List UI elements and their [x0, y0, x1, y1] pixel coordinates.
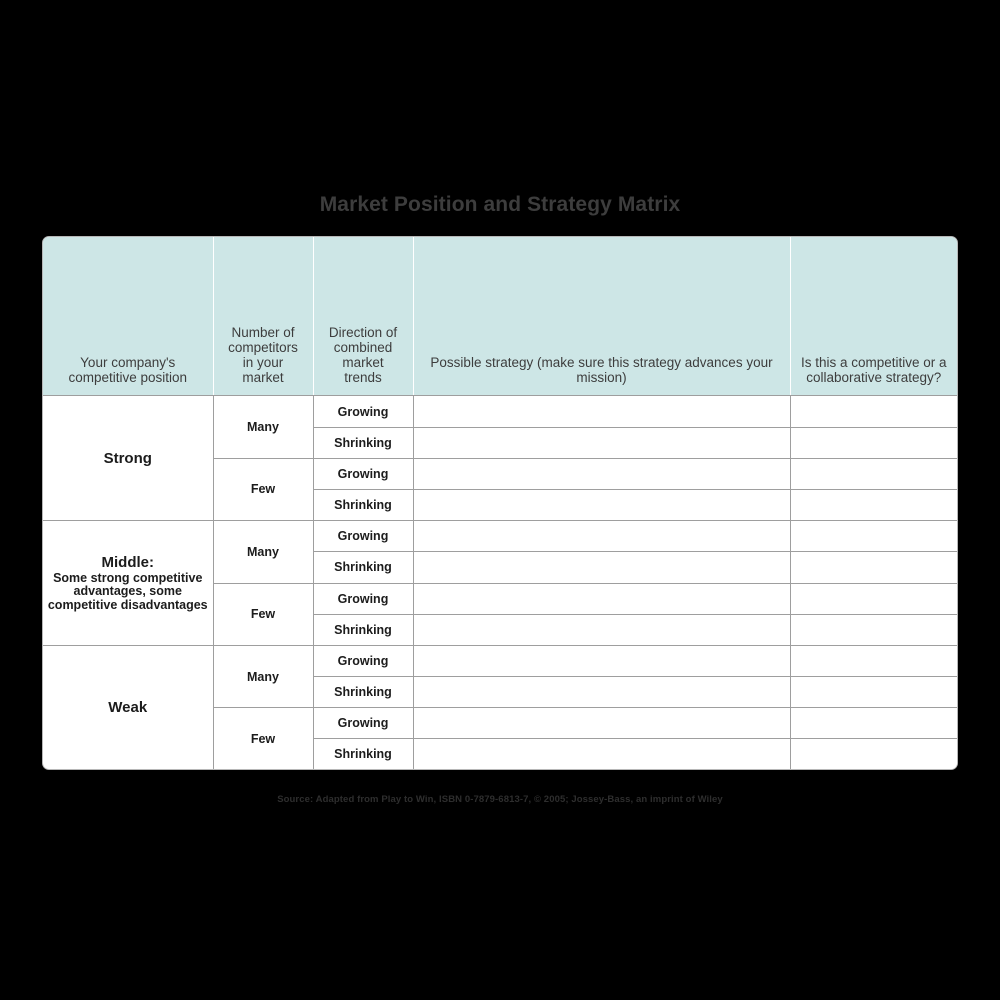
position-label-sub: Some strong competitive advantages, some competitive disadvantages [47, 570, 208, 612]
column-header-count-line4: market [242, 370, 284, 386]
direction-cell-growing: Growing [313, 645, 413, 676]
page-title: Market Position and Strategy Matrix [319, 193, 681, 216]
strategy-type-entry-cell[interactable] [790, 521, 957, 552]
position-label-main: Strong [103, 449, 152, 467]
strategy-type-entry-cell[interactable] [790, 739, 957, 769]
column-header-market-direction [313, 237, 413, 396]
count-cell-few: Few [213, 458, 313, 520]
column-header-count-line2: competitors [228, 340, 298, 356]
strategy-type-entry-cell[interactable] [790, 614, 957, 645]
direction-cell-shrinking: Shrinking [313, 739, 413, 769]
position-cell-strong [43, 396, 213, 521]
position-cell-weak [43, 645, 213, 769]
direction-cell-growing: Growing [313, 521, 413, 552]
strategy-type-entry-cell[interactable] [790, 458, 957, 489]
strategy-entry-cell[interactable] [413, 552, 790, 583]
strategy-type-entry-cell[interactable] [790, 677, 957, 708]
count-cell-few: Few [213, 708, 313, 769]
table-header-row [43, 237, 957, 396]
column-header-direction-line2: combined [333, 340, 393, 356]
table-row [43, 521, 957, 552]
count-cell-many: Many [213, 645, 313, 707]
count-cell-many: Many [213, 396, 313, 458]
direction-cell-growing: Growing [313, 708, 413, 739]
strategy-entry-cell[interactable] [413, 458, 790, 489]
strategy-entry-cell[interactable] [413, 521, 790, 552]
direction-cell-shrinking: Shrinking [313, 614, 413, 645]
strategy-entry-cell[interactable] [413, 614, 790, 645]
position-cell-middle [43, 521, 213, 646]
direction-cell-shrinking: Shrinking [313, 677, 413, 708]
column-header-position-line2: competitive position [68, 370, 188, 386]
source-attribution: Source: Adapted from Play to Win, ISBN 0-7879-6813-7, © 2005; Jossey-Bass, an imprint of Wiley [277, 794, 723, 805]
table-row [43, 645, 957, 676]
strategy-type-entry-cell[interactable] [790, 552, 957, 583]
strategy-type-entry-cell[interactable] [790, 645, 957, 676]
direction-cell-shrinking: Shrinking [313, 427, 413, 458]
direction-cell-growing: Growing [313, 583, 413, 614]
count-cell-few: Few [213, 583, 313, 645]
strategy-entry-cell[interactable] [413, 708, 790, 739]
position-label-main: Weak [108, 698, 148, 716]
position-label-main: Middle: [101, 553, 154, 571]
strategy-entry-cell[interactable] [413, 583, 790, 614]
direction-cell-growing: Growing [313, 458, 413, 489]
strategy-entry-cell[interactable] [413, 677, 790, 708]
strategy-type-entry-cell[interactable] [790, 583, 957, 614]
strategy-type-entry-cell[interactable] [790, 489, 957, 520]
strategy-entry-cell[interactable] [413, 396, 790, 427]
direction-cell-shrinking: Shrinking [313, 552, 413, 583]
column-header-count-line3: in your [242, 355, 284, 371]
strategy-type-entry-cell[interactable] [790, 396, 957, 427]
column-header-count-line1: Number of [231, 325, 295, 341]
column-header-possible-strategy: Possible strategy (make sure this strategy advances your mission) [413, 237, 790, 396]
column-header-competitor-count [213, 237, 313, 396]
matrix-grid [43, 237, 957, 769]
direction-cell-shrinking: Shrinking [313, 489, 413, 520]
column-header-direction-line1: Direction of [328, 325, 398, 341]
strategy-entry-cell[interactable] [413, 645, 790, 676]
column-header-strategy-type: Is this a competitive or a collaborative strategy? [790, 237, 957, 396]
strategy-entry-cell[interactable] [413, 739, 790, 769]
strategy-matrix-table [42, 236, 958, 770]
column-header-direction-line3: market [342, 355, 384, 371]
strategy-type-entry-cell[interactable] [790, 708, 957, 739]
column-header-position-line1: Your company's [80, 355, 176, 371]
strategy-type-entry-cell[interactable] [790, 427, 957, 458]
strategy-entry-cell[interactable] [413, 427, 790, 458]
column-header-position [43, 237, 213, 396]
direction-cell-growing: Growing [313, 396, 413, 427]
column-header-direction-line4: trends [344, 370, 382, 386]
strategy-entry-cell[interactable] [413, 489, 790, 520]
count-cell-many: Many [213, 521, 313, 583]
table-row [43, 396, 957, 427]
